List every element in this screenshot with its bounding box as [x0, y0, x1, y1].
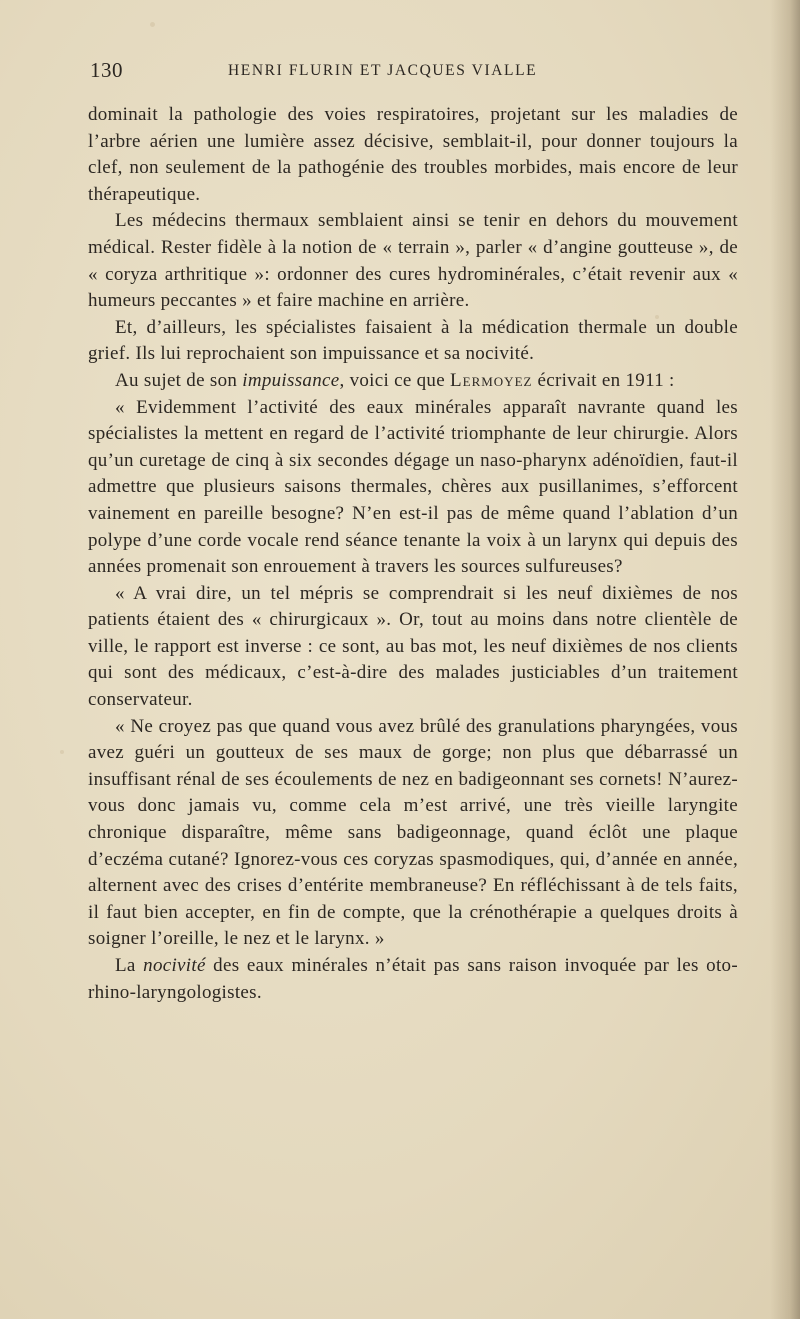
- paper-stain: [60, 750, 64, 754]
- paper-stain: [150, 22, 155, 27]
- paragraph-8: [88, 953, 738, 1006]
- paragraph-8-text-a: La: [115, 955, 144, 976]
- paragraph-4-text-b: , voici ce que: [339, 369, 451, 391]
- body-text: [88, 102, 738, 1006]
- paragraph-1: dominait la pathologie des voies respiratoires, projetant sur les maladies de l’arbre aérien une lumière assez décisive, semblait-il, pour donner toujours la clef, non seulement de la pathogénie des troubles morbides, mais encore de leur thérapeutique.: [88, 104, 738, 205]
- impuissance-emphasis: impuissance: [242, 369, 340, 391]
- paragraph-4-text-c: écrivait en 1911 :: [532, 369, 675, 391]
- paragraph-3: Et, d’ailleurs, les spécialistes faisaient à la médication thermale un double grief. Ils lui reprochaient son impuissance et sa nocivité.: [88, 316, 738, 365]
- quote-paragraph-3: « Ne croyez pas que quand vous avez brûlé des granulations pharyngées, vous avez guéri un goutteux de ses maux de gorge; non plus que débarrassé un insuffisant rénal de ses écoulements de nez en badigeonnant ses cornets! N’aurez-vous donc jamais vu, comme cela m’est arrivé, une très vieille laryngite chronique disparaître, même sans badigeonnage, quand éclôt une plaque d’eczéma cutané? Ignorez-vous ces coryzas spasmodiques, qui, d’année en année, alternent avec des crises d’entérite membraneuse? En réfléchissant à de tels faits, il faut bien accepter, en fin de compte, que la crénothérapie a quelques droits à soigner l’oreille, le nez et le larynx. »: [88, 715, 738, 950]
- running-head: HENRI FLURIN ET JACQUES VIALLE: [228, 62, 538, 79]
- paragraph-4-text-a: Au sujet de son: [115, 369, 243, 391]
- page-header: [90, 58, 740, 86]
- paragraph-2: Les médecins thermaux semblaient ainsi se tenir en dehors du mouvement médical. Rester fidèle à la notion de « terrain », parler « d’angine goutteuse », de « coryza arthritique »: ordonner des cures hydrominérales, c’était revenir aux « humeurs peccantes » et faire machine en arrière.: [88, 210, 738, 312]
- page-number: 130: [90, 58, 123, 82]
- paragraph-8-text-b: des eaux minérales n’était pas sans raison invoquée par les oto-rhino-laryngologistes.: [88, 955, 738, 1003]
- quote-paragraph-1: « Evidemment l’activité des eaux minérales apparaît navrante quand les spécialistes la mettent en regard de l’activité triomphante de leur chirurgie. Alors qu’un curetage de cinq à six secondes dégage un naso-pharynx adénoïdien, faut-il admettre que plusieurs saisons thermales, chères aux pusillanimes, s’efforcent vainement en pareille besogne? N’en est-il pas de même quand l’ablation d’un polype d’une corde vocale rend séance tenante la voix à un larynx qui depuis des années promenait son enrouement à travers les sources sulfureuses?: [88, 396, 738, 578]
- quote-paragraph-2: « A vrai dire, un tel mépris se comprendrait si les neuf dixièmes de nos patients étaient des « chirurgicaux ». Or, tout au moins dans notre clientèle de ville, le rapport est inverse : ce sont, au bas mot, les neuf dixièmes de nos clients qui sont des médicaux, c’est-à-dire des malades justiciables d’un traitement conservateur.: [88, 582, 738, 711]
- author-name: Lermoyez: [450, 369, 533, 391]
- nocivite-emphasis: nocivité: [143, 955, 206, 976]
- paragraph-4: [88, 368, 738, 395]
